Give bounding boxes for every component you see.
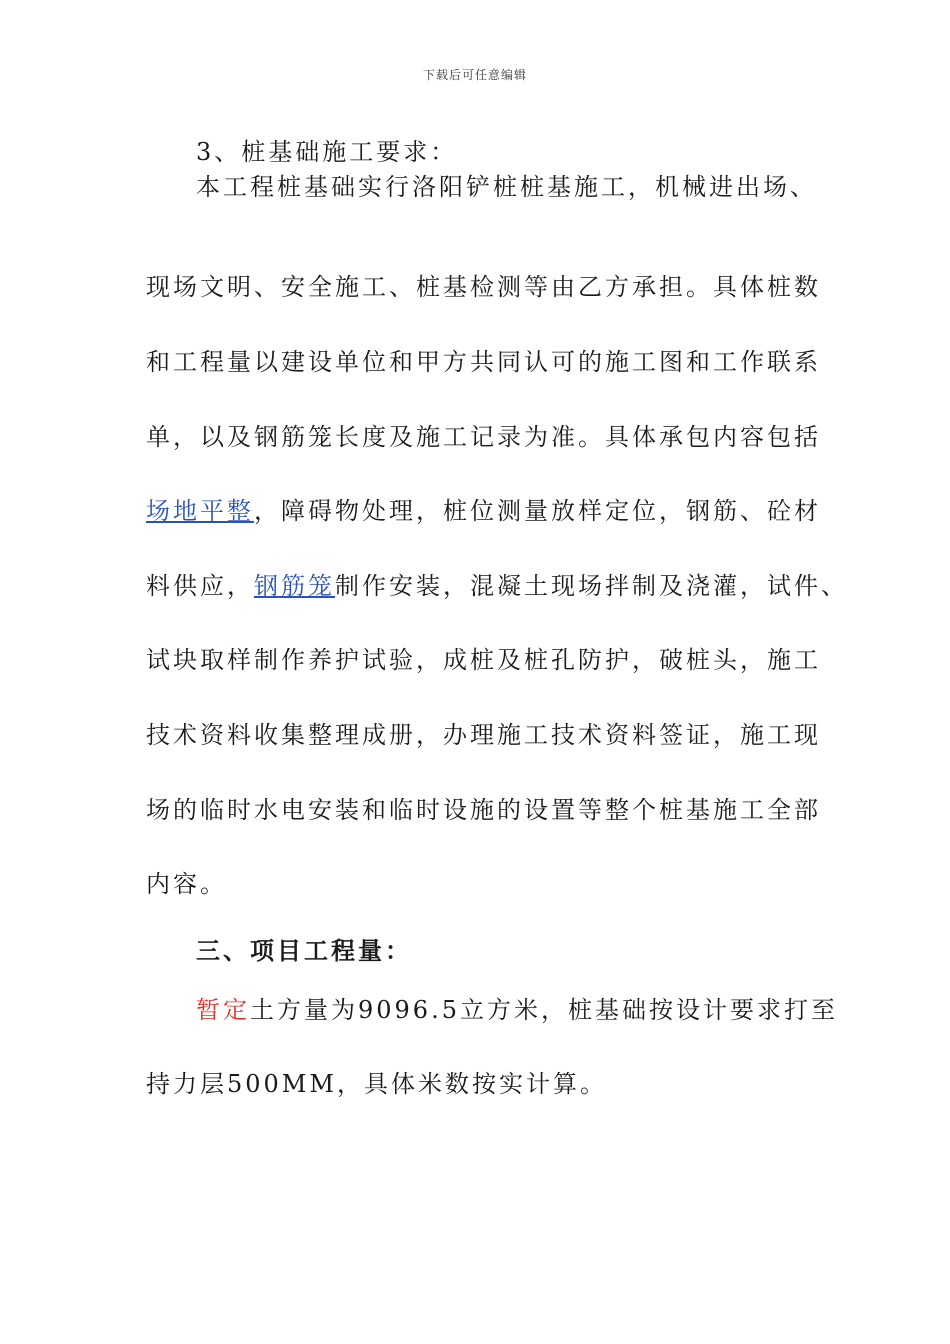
highlight-provisional: 暂定: [196, 996, 250, 1024]
section-three-title: 三、项目工程量：: [196, 936, 412, 965]
quantity-line-2: 持力层500MM，具体米数按实计算。: [146, 1070, 607, 1098]
link-site-leveling[interactable]: 场地平整: [146, 497, 254, 525]
paragraph-line-3: 和工程量以建设单位和甲方共同认可的施工图和工作联系: [146, 348, 821, 376]
paragraph-line-5: [146, 496, 826, 526]
paragraph-line-4: 单，以及钢筋笼长度及施工记录为准。具体承包内容包括: [146, 423, 821, 451]
paragraph-line-1: 本工程桩基础实行洛阳铲桩桩基施工，机械进出场、: [196, 173, 817, 201]
paragraph-line-8: 技术资料收集整理成册，办理施工技术资料签证，施工现: [146, 721, 821, 749]
paragraph-line-6-text: 制作安装，混凝土现场拌制及浇灌，试件、: [335, 572, 848, 600]
paragraph-line-6: [146, 571, 848, 601]
paragraph-line-2: 现场文明、安全施工、桩基检测等由乙方承担。具体桩数: [146, 273, 821, 301]
quantity-line-1-text: 土方量为9096.5立方米，桩基础按设计要求打至: [250, 996, 838, 1024]
paragraph-line-6-pre: 料供应，: [146, 572, 254, 600]
paragraph-line-9: 场的临时水电安装和临时设施的设置等整个桩基施工全部: [146, 796, 821, 824]
paragraph-line-5-text: ，障碍物处理，桩位测量放样定位，钢筋、砼材: [254, 497, 821, 525]
page-header: 下载后可任意编辑: [422, 68, 527, 82]
paragraph-line-7: 试块取样制作养护试验，成桩及桩孔防护，破桩头，施工: [146, 646, 821, 674]
paragraph-line-10: 内容。: [146, 870, 227, 898]
section-3-title: 3、桩基础施工要求：: [196, 138, 458, 166]
quantity-line-1: [196, 995, 876, 1025]
link-rebar-cage[interactable]: 钢筋笼: [254, 572, 335, 600]
